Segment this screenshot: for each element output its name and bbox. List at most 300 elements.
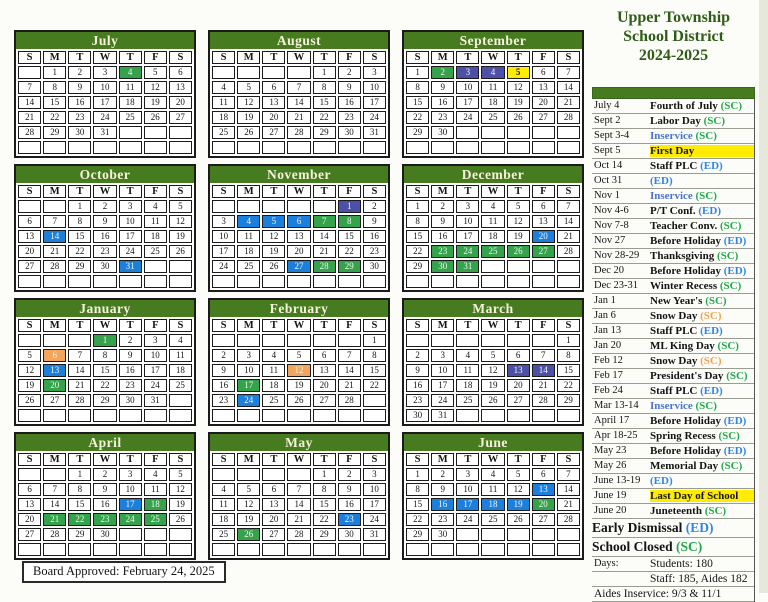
day-cell: 4 — [119, 66, 142, 79]
dow-header: S — [212, 51, 235, 64]
legend-event — [650, 460, 754, 472]
day-cell: 7 — [43, 215, 66, 228]
legend-event-label: Staff: 185, Aides 182 — [650, 573, 748, 585]
day-cell: 23 — [431, 245, 454, 258]
day-cell: 3 — [119, 468, 142, 481]
dow-header: T — [507, 319, 530, 332]
day-cell: 23 — [93, 513, 116, 526]
day-cell: 1 — [406, 66, 429, 79]
day-cell — [532, 275, 555, 288]
day-cell: 26 — [144, 111, 167, 124]
day-cell: 29 — [313, 528, 336, 541]
day-cell: 17 — [456, 498, 479, 511]
day-cell: 24 — [237, 394, 260, 407]
day-cell: 28 — [532, 394, 555, 407]
day-cell — [119, 275, 142, 288]
legend-event-label: Memorial Day — [650, 460, 719, 472]
day-cell: 19 — [507, 498, 530, 511]
day-cell — [144, 141, 167, 154]
legend-event-label: Before Holiday — [650, 265, 721, 277]
day-cell — [507, 141, 530, 154]
dow-header: W — [481, 185, 504, 198]
day-cell — [338, 275, 361, 288]
legend-row — [592, 159, 754, 174]
day-cell — [237, 468, 260, 481]
legend-event — [650, 400, 754, 412]
legend-event — [650, 430, 754, 442]
day-cell — [507, 260, 530, 273]
day-cell: 12 — [237, 498, 260, 511]
dow-header: M — [237, 319, 260, 332]
day-cell: 7 — [313, 215, 336, 228]
day-cell: 14 — [18, 96, 41, 109]
day-cell — [68, 543, 91, 556]
legend-date: Feb 12 — [594, 355, 623, 366]
day-cell — [456, 334, 479, 347]
day-cell: 4 — [262, 349, 285, 362]
day-cell: 21 — [287, 111, 310, 124]
day-cell: 4 — [481, 468, 504, 481]
day-cell: 2 — [406, 349, 429, 362]
legend-rows — [592, 99, 755, 602]
month-grid — [404, 183, 582, 290]
dow-header: T — [507, 453, 530, 466]
legend-date: May 26 — [594, 460, 627, 471]
day-cell: 1 — [338, 200, 361, 213]
day-cell: 21 — [532, 379, 555, 392]
day-cell — [43, 275, 66, 288]
day-cell: 12 — [262, 230, 285, 243]
day-cell: 11 — [169, 349, 192, 362]
day-cell — [481, 409, 504, 422]
day-cell: 10 — [363, 483, 386, 496]
day-cell — [68, 409, 91, 422]
day-cell: 15 — [338, 230, 361, 243]
day-cell: 8 — [406, 215, 429, 228]
day-cell: 27 — [532, 513, 555, 526]
legend-row — [592, 489, 754, 504]
day-cell: 13 — [43, 364, 66, 377]
day-cell: 4 — [144, 200, 167, 213]
day-cell: 3 — [456, 468, 479, 481]
dow-header: T — [68, 319, 91, 332]
day-cell: 8 — [313, 81, 336, 94]
day-cell: 31 — [93, 126, 116, 139]
day-cell — [287, 200, 310, 213]
day-cell — [262, 468, 285, 481]
day-cell: 2 — [338, 66, 361, 79]
day-cell: 14 — [557, 483, 580, 496]
day-cell — [338, 543, 361, 556]
day-cell: 6 — [287, 215, 310, 228]
day-cell: 13 — [287, 230, 310, 243]
day-cell: 30 — [406, 409, 429, 422]
day-cell: 23 — [93, 245, 116, 258]
day-cell: 16 — [338, 96, 361, 109]
day-cell: 21 — [43, 245, 66, 258]
day-cell: 20 — [262, 111, 285, 124]
day-cell: 23 — [431, 513, 454, 526]
legend-event-tag: (SC) — [723, 370, 748, 382]
day-cell: 11 — [144, 483, 167, 496]
day-cell — [237, 334, 260, 347]
day-cell: 1 — [363, 334, 386, 347]
day-cell: 7 — [532, 349, 555, 362]
dow-header: S — [363, 185, 386, 198]
day-cell — [313, 334, 336, 347]
dow-header: F — [338, 453, 361, 466]
day-cell: 13 — [532, 215, 555, 228]
legend-event-label: Aides Inservice: 9/3 & 11/1 — [594, 588, 722, 600]
day-cell: 8 — [93, 349, 116, 362]
legend-event — [650, 385, 754, 397]
day-cell: 29 — [313, 126, 336, 139]
day-cell: 10 — [93, 81, 116, 94]
day-cell: 28 — [43, 528, 66, 541]
legend-event-tag: (ED) — [650, 175, 673, 187]
legend-event — [650, 175, 754, 187]
legend-event — [650, 505, 754, 517]
day-cell: 10 — [212, 230, 235, 243]
dow-header: W — [287, 453, 310, 466]
day-cell — [144, 260, 167, 273]
day-cell: 28 — [287, 528, 310, 541]
day-cell: 19 — [144, 96, 167, 109]
day-cell: 13 — [313, 364, 336, 377]
day-cell: 29 — [406, 126, 429, 139]
day-cell: 22 — [313, 111, 336, 124]
dow-header: M — [431, 51, 454, 64]
day-cell: 4 — [169, 334, 192, 347]
day-cell — [456, 543, 479, 556]
calendar-february — [208, 298, 390, 426]
day-cell: 30 — [93, 260, 116, 273]
day-cell: 6 — [262, 81, 285, 94]
day-cell — [313, 200, 336, 213]
day-cell: 3 — [363, 468, 386, 481]
day-cell: 24 — [456, 513, 479, 526]
day-cell: 21 — [43, 513, 66, 526]
day-cell: 31 — [119, 260, 142, 273]
day-cell: 5 — [144, 66, 167, 79]
day-cell — [169, 126, 192, 139]
dow-header: W — [287, 51, 310, 64]
day-cell: 24 — [144, 379, 167, 392]
day-cell — [363, 141, 386, 154]
day-cell: 22 — [557, 379, 580, 392]
day-cell: 4 — [481, 66, 504, 79]
day-cell — [557, 543, 580, 556]
day-cell: 16 — [119, 364, 142, 377]
legend-event — [650, 115, 754, 127]
month-title: October — [16, 166, 194, 183]
legend-event-tag: (ED) — [720, 265, 747, 277]
day-cell — [18, 275, 41, 288]
day-cell: 14 — [287, 498, 310, 511]
legend-event — [592, 522, 754, 534]
dow-header: F — [532, 185, 555, 198]
legend-date: Nov 28-29 — [594, 250, 640, 261]
legend-event-tag: (ED) — [720, 415, 747, 427]
day-cell: 6 — [169, 66, 192, 79]
day-cell: 19 — [237, 111, 260, 124]
day-cell: 30 — [93, 528, 116, 541]
day-cell — [212, 468, 235, 481]
day-cell: 29 — [68, 528, 91, 541]
legend-event-label: Teacher Conv. — [650, 220, 718, 232]
day-cell: 23 — [363, 245, 386, 258]
dow-header: M — [43, 453, 66, 466]
day-cell — [169, 409, 192, 422]
legend-event-tag: (SC) — [692, 190, 717, 202]
day-cell: 18 — [481, 498, 504, 511]
day-cell: 3 — [431, 349, 454, 362]
day-cell: 23 — [119, 379, 142, 392]
day-cell: 31 — [456, 260, 479, 273]
day-cell: 25 — [119, 111, 142, 124]
legend-row — [592, 474, 754, 489]
legend-event — [650, 205, 754, 217]
day-cell: 28 — [557, 245, 580, 258]
day-cell — [262, 334, 285, 347]
day-cell — [169, 141, 192, 154]
day-cell: 28 — [557, 111, 580, 124]
dow-header: T — [507, 185, 530, 198]
day-cell: 21 — [557, 498, 580, 511]
legend-row — [592, 414, 754, 429]
day-cell: 28 — [313, 260, 336, 273]
day-cell: 30 — [68, 126, 91, 139]
month-title: April — [16, 434, 194, 451]
dow-header: F — [144, 319, 167, 332]
day-cell: 1 — [557, 334, 580, 347]
legend-row — [592, 324, 754, 339]
day-cell — [119, 543, 142, 556]
month-grid — [404, 49, 582, 156]
legend-event-label: Inservice — [650, 130, 693, 142]
legend-event-tag: (ED) — [720, 235, 747, 247]
day-cell — [212, 66, 235, 79]
day-cell: 7 — [287, 483, 310, 496]
day-cell: 17 — [456, 96, 479, 109]
day-cell — [532, 260, 555, 273]
day-cell — [18, 141, 41, 154]
legend-row — [592, 339, 754, 354]
day-cell: 10 — [144, 349, 167, 362]
day-cell: 30 — [338, 126, 361, 139]
day-cell: 9 — [406, 364, 429, 377]
legend-event-tag: (ED) — [650, 475, 673, 487]
day-cell: 28 — [338, 394, 361, 407]
day-cell: 4 — [212, 483, 235, 496]
dow-header: F — [338, 51, 361, 64]
day-cell: 18 — [144, 230, 167, 243]
day-cell: 18 — [481, 230, 504, 243]
day-cell: 2 — [212, 349, 235, 362]
day-cell — [456, 141, 479, 154]
legend-date: Sept 5 — [594, 145, 621, 156]
dow-header: M — [237, 51, 260, 64]
day-cell — [144, 409, 167, 422]
dow-header: S — [406, 319, 429, 332]
legend-row — [592, 399, 754, 414]
day-cell — [456, 528, 479, 541]
legend-event — [650, 370, 754, 382]
day-cell — [119, 141, 142, 154]
day-cell: 30 — [431, 126, 454, 139]
legend-date: Nov 1 — [594, 190, 620, 201]
day-cell: 7 — [43, 483, 66, 496]
day-cell: 18 — [212, 513, 235, 526]
legend-event-label: President's Day — [650, 370, 724, 382]
day-cell: 19 — [262, 245, 285, 258]
day-cell: 11 — [481, 81, 504, 94]
legend-event-label: Snow Day — [650, 355, 698, 367]
day-cell — [237, 200, 260, 213]
day-cell: 30 — [338, 528, 361, 541]
dow-header: T — [262, 51, 285, 64]
district-title-line: 2024-2025 — [638, 47, 709, 64]
day-cell — [18, 334, 41, 347]
day-cell — [237, 66, 260, 79]
day-cell: 3 — [456, 66, 479, 79]
dow-header: W — [481, 51, 504, 64]
day-cell — [237, 543, 260, 556]
day-cell — [18, 543, 41, 556]
day-cell: 10 — [456, 215, 479, 228]
dow-header: T — [262, 453, 285, 466]
day-cell: 9 — [93, 215, 116, 228]
day-cell — [18, 200, 41, 213]
legend-panel — [592, 8, 755, 602]
dow-header: S — [557, 51, 580, 64]
dow-header: M — [431, 185, 454, 198]
day-cell: 14 — [43, 498, 66, 511]
day-cell: 21 — [68, 379, 91, 392]
day-cell — [169, 275, 192, 288]
legend-date: Oct 14 — [594, 160, 623, 171]
day-cell: 12 — [237, 96, 260, 109]
legend-event-label: School Closed — [592, 539, 673, 554]
day-cell: 25 — [481, 111, 504, 124]
day-cell — [43, 543, 66, 556]
day-cell: 16 — [68, 96, 91, 109]
dow-header: S — [406, 453, 429, 466]
day-cell — [363, 275, 386, 288]
legend-row — [592, 294, 754, 309]
legend-event-label: First Day — [650, 145, 695, 157]
day-cell: 9 — [338, 483, 361, 496]
day-cell — [481, 334, 504, 347]
day-cell: 17 — [363, 498, 386, 511]
day-cell — [557, 126, 580, 139]
day-cell: 18 — [144, 498, 167, 511]
dow-header: T — [456, 453, 479, 466]
day-cell: 11 — [237, 230, 260, 243]
day-cell: 20 — [507, 379, 530, 392]
day-cell: 16 — [431, 96, 454, 109]
day-cell: 5 — [507, 66, 530, 79]
legend-date: Jan 20 — [594, 340, 622, 351]
legend-row — [592, 354, 754, 369]
day-cell: 10 — [237, 364, 260, 377]
day-cell — [456, 275, 479, 288]
day-cell: 17 — [212, 245, 235, 258]
month-title: January — [16, 300, 194, 317]
day-cell: 1 — [68, 468, 91, 481]
day-cell: 5 — [237, 483, 260, 496]
day-cell: 29 — [43, 126, 66, 139]
legend-event — [650, 310, 754, 322]
day-cell: 25 — [212, 126, 235, 139]
month-grid — [16, 317, 194, 424]
legend-date: Feb 24 — [594, 385, 623, 396]
day-cell — [507, 543, 530, 556]
legend-event-tag: (ED) — [682, 520, 714, 535]
day-cell: 26 — [18, 394, 41, 407]
day-cell: 29 — [406, 528, 429, 541]
day-cell: 7 — [557, 200, 580, 213]
legend-date: Jan 1 — [594, 295, 616, 306]
day-cell — [43, 409, 66, 422]
day-cell: 17 — [456, 230, 479, 243]
day-cell: 16 — [93, 498, 116, 511]
dow-header: T — [68, 453, 91, 466]
day-cell: 24 — [456, 111, 479, 124]
dow-header: T — [456, 319, 479, 332]
calendar-april — [14, 432, 196, 560]
day-cell: 8 — [43, 81, 66, 94]
day-cell — [119, 528, 142, 541]
day-cell: 26 — [507, 111, 530, 124]
day-cell: 19 — [507, 230, 530, 243]
day-cell: 12 — [507, 483, 530, 496]
month-title: August — [210, 32, 388, 49]
legend-event — [650, 445, 754, 457]
day-cell: 6 — [18, 483, 41, 496]
day-cell — [507, 275, 530, 288]
day-cell — [93, 543, 116, 556]
day-cell — [557, 141, 580, 154]
legend-event — [650, 265, 754, 277]
legend-event-tag: (SC) — [714, 250, 739, 262]
month-title: May — [210, 434, 388, 451]
day-cell: 18 — [481, 96, 504, 109]
month-title: June — [404, 434, 582, 451]
day-cell: 14 — [557, 215, 580, 228]
day-cell: 11 — [212, 96, 235, 109]
day-cell: 27 — [532, 111, 555, 124]
district-title-line: School District — [623, 28, 724, 45]
day-cell: 25 — [169, 379, 192, 392]
day-cell: 16 — [212, 379, 235, 392]
day-cell: 26 — [481, 394, 504, 407]
month-title: March — [404, 300, 582, 317]
day-cell: 20 — [287, 245, 310, 258]
day-cell — [287, 66, 310, 79]
day-cell — [557, 275, 580, 288]
day-cell: 3 — [237, 349, 260, 362]
legend-row — [592, 519, 754, 538]
legend-date: Jan 13 — [594, 325, 622, 336]
legend-event-label: Early Dismissal — [592, 520, 683, 535]
day-cell: 17 — [119, 230, 142, 243]
day-cell: 5 — [481, 349, 504, 362]
day-cell — [212, 543, 235, 556]
legend-row — [592, 114, 754, 129]
day-cell: 20 — [43, 379, 66, 392]
dow-header: S — [18, 51, 41, 64]
